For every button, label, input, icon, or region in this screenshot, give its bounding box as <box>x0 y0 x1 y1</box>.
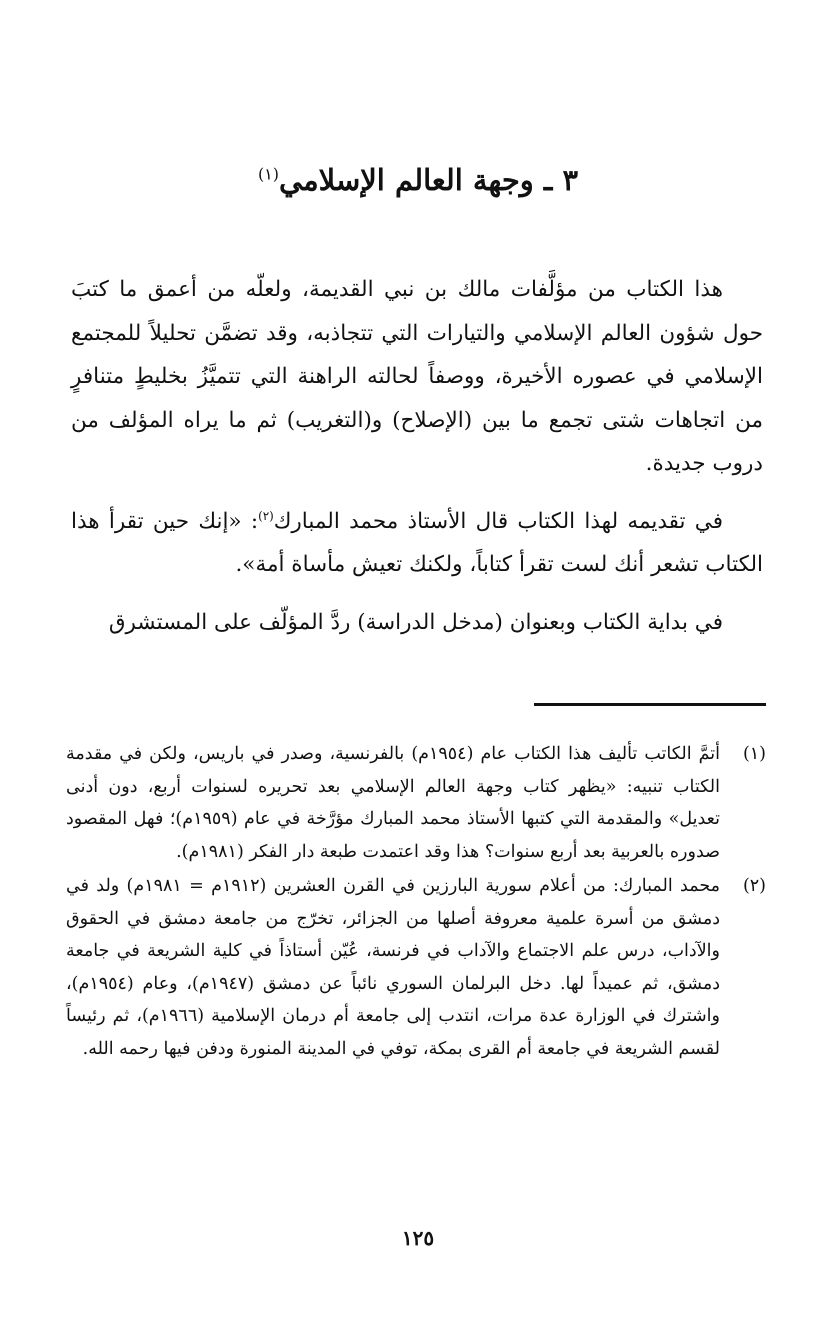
paragraph-1-text: هذا الكتاب من مؤلَّفات مالك بن نبي القديمة، ولعلّه من أعمق ما كتبَ حول شؤون العالم الإسلامي والتيارات التي تتجاذبه، وقد تضمَّن تحليلاً للمجتمع الإسلامي في عصوره الأخيرة، ووصفاً لحالته الراهنة التي تتميَّزُ بخليطٍ متنافرٍ من اتجاهات شتى تجمع ما بين (الإصلاح) و(التغريب) ثم ما يراه المؤلف من دروب جديدة. <box>71 277 763 476</box>
footnote-1-text: أتمَّ الكاتب تأليف هذا الكتاب عام (١٩٥٤م) بالفرنسية، وصدر في باريس، ولكن في مقدمة الكتاب تنبيه: «يظهر كتاب وجهة العالم الإسلامي بعد تحريره لسنوات أربع، دون أدنى تعديل» والمقدمة التي كتبها الأستاذ محمد المبارك مؤرَّخة في عام (١٩٥٩م)؛ فهل المقصود صدوره بالعربية بعد أربع سنوات؟ هذا وقد اعتمدت طبعة دار الفكر (١٩٨١م). <box>66 744 720 862</box>
paragraph-2 <box>71 500 763 587</box>
paragraph-2-text-end: : «إنك حين تقرأ هذا الكتاب تشعر أنك لست تقرأ كتاباً، ولكنك تعيش مأساة أمة». <box>71 508 763 577</box>
footnote-2-number: (٢) <box>742 876 766 896</box>
main-text <box>71 268 763 658</box>
page-number: ١٢٥ <box>401 1226 435 1250</box>
footnote-1 <box>66 738 766 868</box>
paragraph-2-footnote-ref[interactable]: (٢) <box>258 508 274 523</box>
footnote-2-text: محمد المبارك: من أعلام سورية البارزين في القرن العشرين (١٩١٢م = ١٩٨١م) ولد في دمشق من أسرة علمية معروفة أصلها من الجزائر، تخرّج من جامعة دمشق في الحقوق والآداب، درس علم الاجتماع والآداب في فرنسة، عُيّن أستاذاً في كلية الشريعة في جامعة دمشق، ثم عميداً لها. دخل البرلمان السوري نائباً عن دمشق (١٩٤٧م)، وعام (١٩٥٤م)، واشترك في الوزارة عدة مرات، انتدب إلى جامعة أم درمان الإسلامية (١٩٦٦م)، ثم رئيساً لقسم الشريعة في جامعة أم القرى بمكة، توفي في المدينة المنورة ودفن فيها رحمه الله. <box>66 876 720 1059</box>
paragraph-3 <box>71 601 763 645</box>
section-title <box>0 163 836 198</box>
section-title-text: ٣ ـ وجهة العالم الإسلامي <box>278 163 579 197</box>
paragraph-3-text: في بداية الكتاب وبعنوان (مدخل الدراسة) ردَّ المؤلّف على المستشرق <box>108 609 723 635</box>
paragraph-1 <box>71 268 763 486</box>
paragraph-2-text-start: في تقديمه لهذا الكتاب قال الأستاذ محمد المبارك <box>273 508 724 534</box>
footnote-2 <box>66 870 766 1065</box>
footnote-1-number: (١) <box>742 744 766 764</box>
footnotes <box>66 738 766 1067</box>
footnote-divider <box>534 703 766 706</box>
title-footnote-ref[interactable]: (١) <box>257 164 279 184</box>
